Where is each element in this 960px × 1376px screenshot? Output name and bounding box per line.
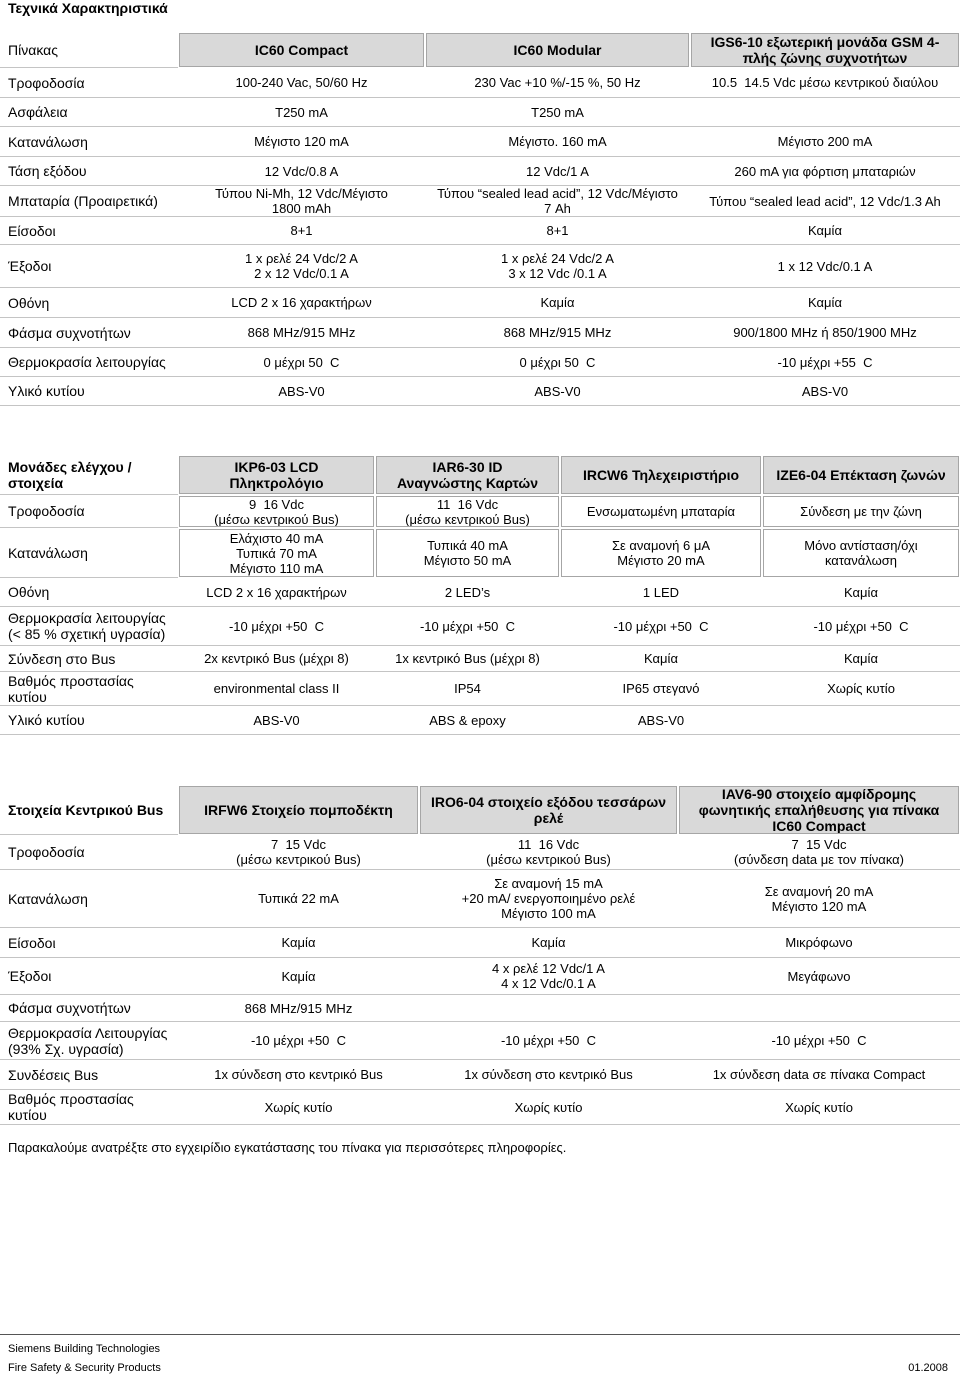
row-label: Κατανάλωση	[0, 127, 178, 157]
table-cell: 11 16 Vdc (μέσω κεντρικού Bus)	[376, 496, 559, 527]
table-cell: 12 Vdc/1 A	[425, 157, 690, 186]
column-header: IRFW6 Στοιχείο πομποδέκτη	[179, 786, 418, 834]
table-cell	[690, 98, 960, 127]
table-cell: 2 LED’s	[375, 578, 560, 607]
table-cell: 0 μέχρι 50 C	[425, 348, 690, 377]
table-cell: -10 μέχρι +50 C	[178, 607, 375, 646]
table-cell: ABS-V0	[425, 377, 690, 406]
table-cell: Ελάχιστο 40 mA Τυπικά 70 mA Μέγιστο 110 mA	[179, 529, 374, 577]
column-header: IC60 Modular	[426, 33, 689, 67]
table-cell: 1 x 12 Vdc/0.1 A	[690, 245, 960, 288]
table-cell: 900/1800 MHz ή 850/1900 MHz	[690, 318, 960, 348]
table-cell: Τύπου “sealed lead acid”, 12 Vdc/Μέγιστο 7 Ah	[425, 186, 690, 217]
table-cell: Καμία	[762, 578, 960, 607]
table-cell: 10.5 14.5 Vdc μέσω κεντρικού διαύλου	[690, 68, 960, 98]
panels-specs-table	[0, 32, 960, 406]
table-cell: IP65 στεγανό	[560, 672, 762, 706]
table-cell: Χωρίς κυτίο	[178, 1090, 419, 1125]
table-caption: Μονάδες ελέγχου / στοιχεία	[0, 455, 178, 495]
table-cell: -10 μέχρι +55 C	[690, 348, 960, 377]
row-label: Υλικό κυτίου	[0, 377, 178, 406]
table-cell: Τύπου Ni-Mh, 12 Vdc/Μέγιστο 1800 mAh	[178, 186, 425, 217]
row-label: Κατανάλωση	[0, 870, 178, 928]
table-cell: Μόνο αντίσταση/όχι κατανάλωση	[763, 529, 959, 577]
table-cell: 1 x ρελέ 24 Vdc/2 A 2 x 12 Vdc/0.1 A	[178, 245, 425, 288]
row-label: Κατανάλωση	[0, 528, 178, 578]
table-cell: Καμία	[425, 288, 690, 318]
table-cell: 11 16 Vdc (μέσω κεντρικού Bus)	[419, 835, 678, 870]
table-cell: ABS-V0	[178, 377, 425, 406]
row-label: Τάση εξόδου	[0, 157, 178, 186]
table-cell: ABS & epoxy	[375, 706, 560, 735]
column-header: IKP6-03 LCD Πληκτρολόγιο	[179, 456, 374, 494]
bus-elements-specs-table	[0, 785, 960, 1125]
row-label: Θερμοκρασία λειτουργίας	[0, 348, 178, 377]
row-label: Τροφοδοσία	[0, 835, 178, 870]
row-label: Φάσμα συχνοτήτων	[0, 318, 178, 348]
table-cell: 1x σύνδεση στο κεντρικό Bus	[419, 1060, 678, 1090]
table-cell: Σε αναμονή 20 mA Μέγιστο 120 mA	[678, 870, 960, 928]
row-label: Θερμοκρασία Λειτουργίας (93% Σχ. υγρασία)	[0, 1022, 178, 1060]
row-label: Θερμοκρασία λειτουργίας (< 85 % σχετική υγρασία)	[0, 607, 178, 646]
table-cell: ABS-V0	[178, 706, 375, 735]
table-cell: -10 μέχρι +50 C	[762, 607, 960, 646]
footer-divider	[0, 1334, 960, 1335]
table-cell: ABS-V0	[690, 377, 960, 406]
table-cell: 8+1	[425, 217, 690, 245]
table-cell: Σε αναμονή 6 μA Μέγιστο 20 mA	[561, 529, 761, 577]
table-cell: Χωρίς κυτίο	[762, 672, 960, 706]
table-cell: 1x σύνδεση στο κεντρικό Bus	[178, 1060, 419, 1090]
table-cell: 4 x ρελέ 12 Vdc/1 A 4 x 12 Vdc/0.1 A	[419, 958, 678, 995]
column-header: IRO6-04 στοιχείο εξόδου τεσσάρων ρελέ	[420, 786, 677, 834]
table-cell: Μεγάφωνο	[678, 958, 960, 995]
table-cell: 868 MHz/915 MHz	[178, 318, 425, 348]
table-cell: -10 μέχρι +50 C	[560, 607, 762, 646]
table-cell: Χωρίς κυτίο	[678, 1090, 960, 1125]
table-cell: 868 MHz/915 MHz	[425, 318, 690, 348]
table-cell: ABS-V0	[560, 706, 762, 735]
table-cell: Σε αναμονή 15 mA +20 mA/ ενεργοποιημένο ρελέ Μέγιστο 100 mA	[419, 870, 678, 928]
table-cell: Τυπικά 22 mA	[178, 870, 419, 928]
column-header: IGS6-10 εξωτερική μονάδα GSM 4-πλής ζώνης συχνοτήτων	[691, 33, 959, 67]
table-cell: Καμία	[690, 217, 960, 245]
table-cell: Καμία	[762, 646, 960, 672]
table-cell: 868 MHz/915 MHz	[178, 995, 419, 1022]
row-label: Ασφάλεια	[0, 98, 178, 127]
control-units-specs-table	[0, 455, 960, 735]
row-label: Τροφοδοσία	[0, 495, 178, 528]
table-cell: Μέγιστο 200 mA	[690, 127, 960, 157]
table-cell: LCD 2 x 16 χαρακτήρων	[178, 288, 425, 318]
page-title: Τεχνικά Χαρακτηριστικά	[8, 0, 168, 16]
table-cell: Μικρόφωνο	[678, 928, 960, 958]
table-cell: Καμία	[560, 646, 762, 672]
footer-date: 01.2008	[908, 1362, 948, 1374]
table-cell: Καμία	[178, 928, 419, 958]
table-cell	[419, 995, 678, 1022]
table-cell: Καμία	[690, 288, 960, 318]
column-header: IC60 Compact	[179, 33, 424, 67]
table-cell: LCD 2 x 16 χαρακτήρων	[178, 578, 375, 607]
table-cell: 1x σύνδεση data σε πίνακα Compact	[678, 1060, 960, 1090]
row-label: Οθόνη	[0, 578, 178, 607]
table-cell: 100-240 Vac, 50/60 Hz	[178, 68, 425, 98]
table-cell: 9 16 Vdc (μέσω κεντρικού Bus)	[179, 496, 374, 527]
row-label: Έξοδοι	[0, 245, 178, 288]
row-label: Έξοδοι	[0, 958, 178, 995]
table-cell: -10 μέχρι +50 C	[419, 1022, 678, 1060]
table-cell: 7 15 Vdc (σύνδεση data με τον πίνακα)	[678, 835, 960, 870]
row-label: Υλικό κυτίου	[0, 706, 178, 735]
table-cell: 1 x ρελέ 24 Vdc/2 A 3 x 12 Vdc /0.1 A	[425, 245, 690, 288]
table-cell: 230 Vac +10 %/-15 %, 50 Hz	[425, 68, 690, 98]
column-header: IAR6-30 ID Αναγνώστης Καρτών	[376, 456, 559, 494]
table-cell: 1x κεντρικό Bus (μέχρι 8)	[375, 646, 560, 672]
row-label: Μπαταρία (Προαιρετικά)	[0, 186, 178, 217]
table-cell: Μέγιστο 120 mA	[178, 127, 425, 157]
table-cell: 8+1	[178, 217, 425, 245]
table-cell: T250 mA	[425, 98, 690, 127]
table-cell: -10 μέχρι +50 C	[178, 1022, 419, 1060]
column-header: IRCW6 Τηλεχειριστήριο	[561, 456, 761, 494]
table-cell: Σύνδεση με την ζώνη	[763, 496, 959, 527]
table-cell: Τυπικά 40 mA Μέγιστο 50 mA	[376, 529, 559, 577]
footer-division: Fire Safety & Security Products	[8, 1362, 161, 1374]
table-cell: Ενσωματωμένη μπαταρία	[561, 496, 761, 527]
table-cell: 260 mA για φόρτιση μπαταριών	[690, 157, 960, 186]
row-label: Σύνδεση στο Bus	[0, 646, 178, 672]
footer-company: Siemens Building Technologies	[8, 1343, 161, 1355]
table-cell: -10 μέχρι +50 C	[678, 1022, 960, 1060]
table-cell: Καμία	[178, 958, 419, 995]
table-cell: Μέγιστο. 160 mA	[425, 127, 690, 157]
row-label: Βαθμός προστασίας κυτίου	[0, 1090, 178, 1125]
table-cell: 0 μέχρι 50 C	[178, 348, 425, 377]
table-cell: -10 μέχρι +50 C	[375, 607, 560, 646]
table-cell: Τύπου “sealed lead acid”, 12 Vdc/1.3 Ah	[690, 186, 960, 217]
table-cell: T250 mA	[178, 98, 425, 127]
table-cell: Καμία	[419, 928, 678, 958]
table-caption: Πίνακας	[0, 32, 178, 68]
row-label: Οθόνη	[0, 288, 178, 318]
table-cell	[762, 706, 960, 735]
row-label: Βαθμός προστασίας κυτίου	[0, 672, 178, 706]
row-label: Είσοδοι	[0, 217, 178, 245]
row-label: Τροφοδοσία	[0, 68, 178, 98]
table-cell: environmental class II	[178, 672, 375, 706]
column-header: IZE6-04 Επέκταση ζωνών	[763, 456, 959, 494]
table-cell: 2x κεντρικό Bus (μέχρι 8)	[178, 646, 375, 672]
table-cell: 1 LED	[560, 578, 762, 607]
table-caption: Στοιχεία Κεντρικού Bus	[0, 785, 178, 835]
column-header: IAV6-90 στοιχείο αμφίδρομης φωνητικής επαλήθευσης για πίνακα IC60 Compact	[679, 786, 959, 834]
manual-reference-note: Παρακαλούμε ανατρέξτε στο εγχειρίδιο εγκατάστασης του πίνακα για περισσότερες πληροφορίες.	[8, 1140, 567, 1155]
row-label: Είσοδοι	[0, 928, 178, 958]
table-cell: 12 Vdc/0.8 A	[178, 157, 425, 186]
table-cell: Χωρίς κυτίο	[419, 1090, 678, 1125]
table-cell	[678, 995, 960, 1022]
row-label: Φάσμα συχνοτήτων	[0, 995, 178, 1022]
table-cell: IP54	[375, 672, 560, 706]
row-label: Συνδέσεις Bus	[0, 1060, 178, 1090]
table-cell: 7 15 Vdc (μέσω κεντρικού Bus)	[178, 835, 419, 870]
